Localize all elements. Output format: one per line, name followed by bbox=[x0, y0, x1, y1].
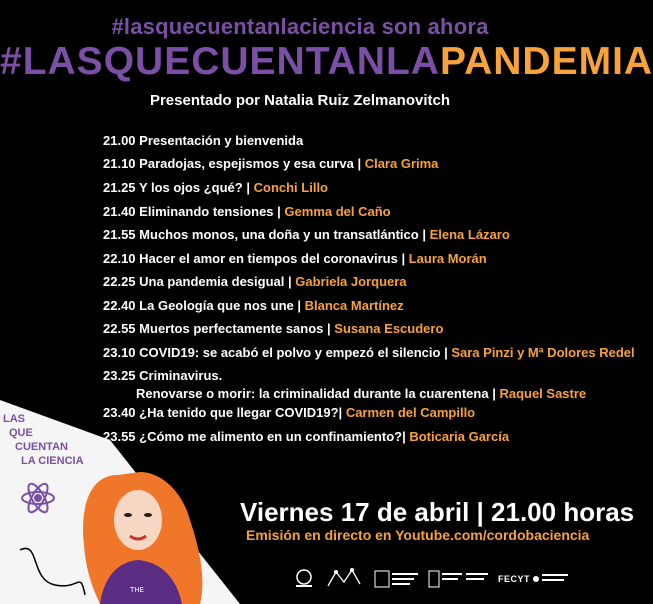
schedule-speaker: Sara Pinzi y Mª Dolores Redel bbox=[451, 345, 635, 360]
eye-right bbox=[144, 513, 152, 517]
schedule-time: 22.55 bbox=[103, 321, 136, 336]
university-logo bbox=[290, 568, 318, 590]
schedule-time: 21.40 bbox=[103, 204, 136, 219]
separator: | bbox=[357, 156, 362, 171]
schedule-time: 22.40 bbox=[103, 298, 136, 313]
schedule-speaker: Conchi Lillo bbox=[253, 180, 328, 195]
schedule-item bbox=[103, 226, 510, 244]
schedule-speaker: Gabriela Jorquera bbox=[295, 274, 407, 289]
separator: | bbox=[288, 274, 292, 289]
schedule-item bbox=[103, 179, 328, 197]
eye-left bbox=[124, 513, 132, 517]
schedule-speaker: Raquel Sastre bbox=[499, 386, 587, 401]
schedule-title: Muchos monos, una doña y un transatlántico bbox=[139, 227, 419, 242]
schedule-time: 21.10 bbox=[103, 156, 136, 171]
schedule-speaker: Blanca Martínez bbox=[304, 298, 404, 313]
separator: | bbox=[246, 180, 250, 195]
brand-text bbox=[3, 412, 84, 468]
schedule-speaker: Elena Lázaro bbox=[429, 227, 510, 242]
schedule-time: 23.25 bbox=[103, 368, 136, 383]
schedule-time: 21.55 bbox=[103, 227, 136, 242]
schedule-speaker: Susana Escudero bbox=[334, 321, 444, 336]
schedule-title-cont-text: Renovarse o morir: la criminalidad durante la cuarentena bbox=[136, 386, 489, 401]
brand-line: LA CIENCIA bbox=[21, 455, 84, 467]
network-logo bbox=[326, 568, 366, 590]
separator: | bbox=[277, 204, 281, 219]
schedule-title: Eliminando tensiones bbox=[139, 204, 274, 219]
separator: | bbox=[444, 345, 448, 360]
fecyt-logo-text: FECYT bbox=[498, 574, 531, 584]
shirt-print: THE bbox=[130, 586, 144, 594]
sponsor-logos bbox=[290, 566, 595, 592]
separator: | bbox=[297, 298, 302, 313]
separator: | bbox=[338, 405, 343, 420]
separator: | bbox=[402, 429, 406, 444]
schedule-time: 23.10 bbox=[103, 345, 136, 360]
schedule-item bbox=[103, 250, 487, 268]
schedule-speaker: Boticaria García bbox=[409, 429, 510, 444]
schedule-title: COVID19: se acabó el polvo y empezó el silencio bbox=[139, 345, 441, 360]
schedule-title: Hacer el amor en tiempos del coronavirus bbox=[139, 251, 398, 266]
presenter-line: Presentado por Natalia Ruiz Zelmanovitch bbox=[149, 92, 451, 109]
schedule-time: 23.55 bbox=[103, 429, 136, 444]
fecyt-logo bbox=[498, 568, 570, 590]
schedule-title: Y los ojos ¿qué? bbox=[138, 180, 243, 195]
hashtag-main bbox=[0, 40, 653, 84]
event-date: Viernes 17 de abril | 21.00 horas bbox=[240, 497, 635, 527]
schedule-speaker: Gemma del Caño bbox=[284, 204, 391, 219]
schedule-time: 22.10 bbox=[103, 251, 136, 266]
schedule-item bbox=[103, 132, 303, 150]
schedule-speaker: Laura Morán bbox=[408, 251, 487, 266]
schedule-title: Presentación y bienvenida bbox=[139, 133, 304, 148]
brand-line: LAS bbox=[3, 413, 25, 425]
schedule-title: Una pandemia desigual bbox=[139, 274, 285, 289]
brand-line: CUENTAN bbox=[15, 441, 68, 453]
schedule-item bbox=[103, 297, 404, 315]
schedule-speaker: Carmen del Campillo bbox=[345, 405, 476, 420]
schedule-item bbox=[103, 273, 407, 291]
institution-logo bbox=[374, 568, 420, 590]
schedule-item bbox=[103, 203, 391, 221]
schedule-title: Criminavirus. bbox=[139, 368, 223, 383]
government-logo bbox=[428, 568, 490, 590]
schedule-time: 22.25 bbox=[103, 274, 136, 289]
hashtag-main-part-a: #LASQUECUENTANLA bbox=[0, 40, 440, 83]
schedule-item bbox=[103, 344, 635, 362]
hashtag-main-part-b: PANDEMIA bbox=[439, 40, 653, 83]
schedule-title: La Geología que nos une bbox=[139, 298, 294, 313]
separator: | bbox=[492, 386, 496, 401]
stream-link: Emisión en directo en Youtube.com/cordobaciencia bbox=[246, 527, 590, 543]
schedule-time: 23.40 bbox=[103, 405, 136, 420]
schedule-speaker: Clara Grima bbox=[364, 156, 439, 171]
schedule-time: 21.25 bbox=[103, 180, 136, 195]
schedule-time: 21.00 bbox=[103, 133, 136, 148]
separator: | bbox=[422, 227, 426, 242]
separator: | bbox=[327, 321, 331, 336]
face-shape bbox=[114, 490, 162, 550]
schedule-title: ¿Cómo me alimento en un confinamiento? bbox=[139, 429, 403, 444]
schedule-title: ¿Ha tenido que llegar COVID19? bbox=[139, 405, 339, 420]
hashtag-top: #lasquecuentanlaciencia son ahora bbox=[111, 14, 489, 39]
schedule-title: Muertos perfectamente sanos bbox=[139, 321, 324, 336]
schedule-item bbox=[103, 155, 438, 173]
schedule-title: Paradojas, espejismos y esa curva bbox=[139, 156, 354, 171]
schedule-item bbox=[103, 320, 443, 338]
separator: | bbox=[401, 251, 406, 266]
brand-line: QUE bbox=[9, 427, 33, 439]
